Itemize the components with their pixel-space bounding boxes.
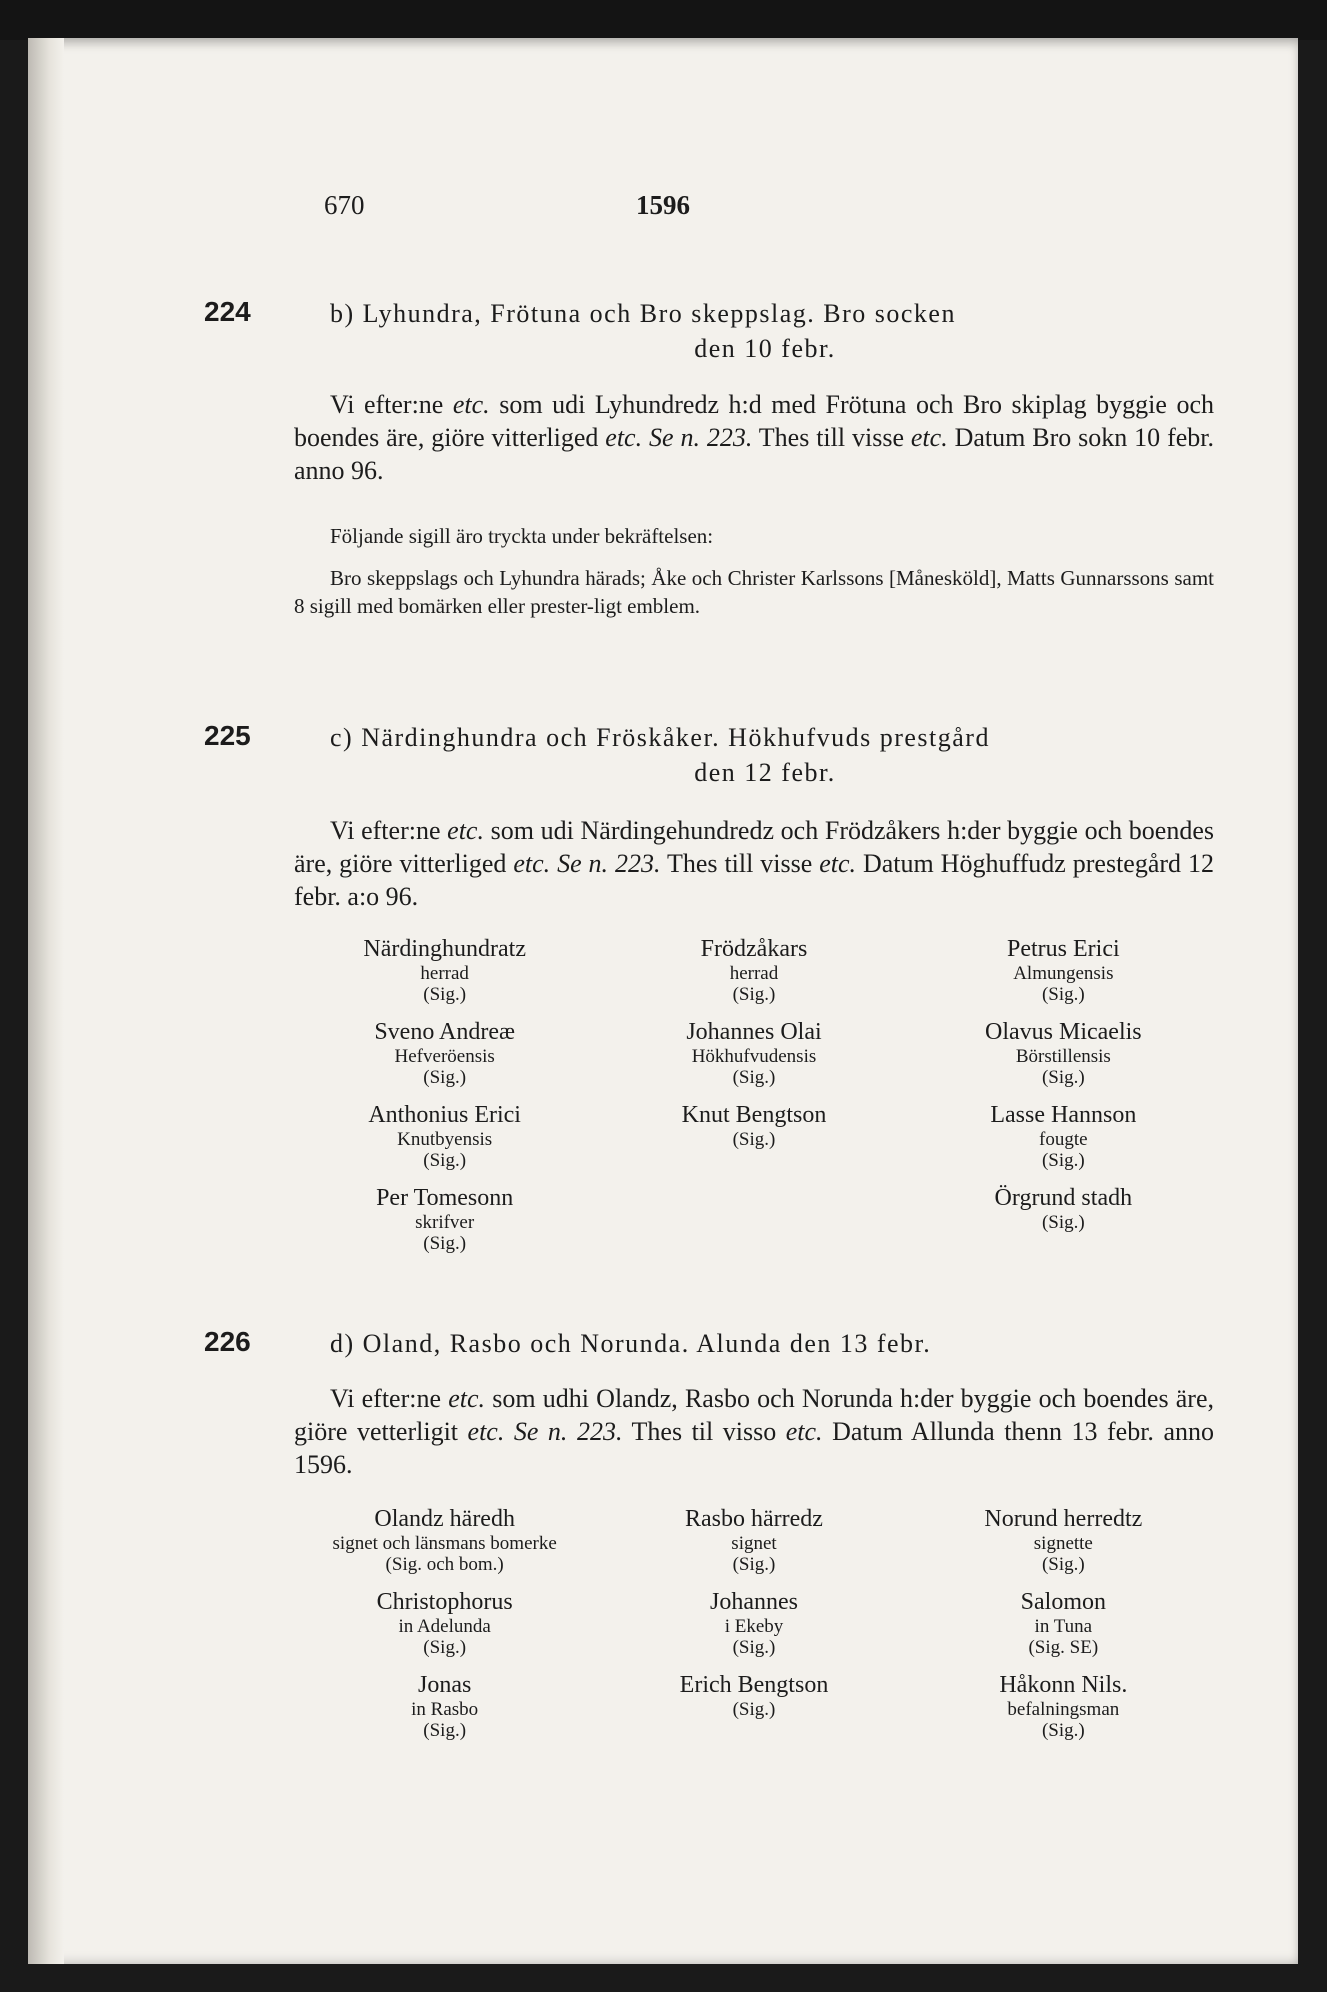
signatory (913, 1672, 1214, 1741)
signatory (603, 1589, 904, 1658)
seal-mark: (Sig.) (423, 984, 467, 1005)
body-text: som udhi Olandz, Rasbo och Norunda h:der byggie och boendes äre, giöre vetterligit (294, 1384, 1214, 1446)
document-number: 226 (204, 1326, 251, 1357)
signatory (913, 1102, 1214, 1171)
signatory (294, 936, 595, 1005)
signatory-name: Knut Bengtson (681, 1102, 827, 1128)
body-etc: etc. (605, 423, 643, 452)
body-etc: etc. (452, 390, 490, 419)
signatory-description: i Ekeby (724, 1616, 784, 1637)
signatory-description: signette (1033, 1533, 1093, 1554)
body-text: Datum Allunda thenn 13 febr. anno 1596. (294, 1417, 1214, 1479)
body-etc: etc. (910, 423, 948, 452)
note-text: Bro skeppslags och Lyhundra härads; Åke och Christer Karlssons [Månesköld], Matts Gunnarssons samt 8 sigill med bomärken eller prester-ligt emblem. (294, 566, 1214, 618)
signatory (294, 1185, 595, 1254)
seal-mark: (Sig.) (1041, 1150, 1085, 1171)
signatory-description: herrad (420, 963, 469, 984)
signatory-description: herrad (729, 963, 779, 984)
seal-mark: (Sig.) (732, 1067, 776, 1088)
body-text: Datum Bro sokn 10 febr. anno 96. (294, 423, 1214, 485)
document-body (294, 1382, 1214, 1481)
signatory-name: Norund herredtz (984, 1506, 1143, 1532)
document-body (294, 388, 1214, 487)
body-text: Vi efter:ne (330, 816, 448, 845)
signatory (913, 1506, 1214, 1575)
signatory-description: in Adelunda (398, 1616, 491, 1637)
signatory-name: Jonas (417, 1672, 472, 1698)
signatory-name: Salomon (1020, 1589, 1106, 1615)
signatory-name: Erich Bengtson (679, 1672, 829, 1698)
signatory-description: fougte (1039, 1129, 1088, 1150)
signatory-name: Per Tomesonn (376, 1185, 514, 1211)
signatory-description: Hökhufvudensis (691, 1046, 817, 1067)
body-text: Vi efter:ne (330, 1384, 449, 1413)
seal-mark: (Sig. SE) (1028, 1637, 1099, 1658)
signatory-description: signet (731, 1533, 777, 1554)
signatory (913, 1589, 1214, 1658)
signatory-name: Petrus Erici (1007, 936, 1120, 962)
body-reference: Se n. 223. (642, 423, 753, 452)
signatory (294, 1019, 595, 1088)
title-line-1: b) Lyhundra, Frötuna och Bro skeppslag. Bro socken (330, 299, 956, 328)
signatory-name: Håkonn Nils. (999, 1672, 1128, 1698)
signatory-name: Frödzåkars (700, 936, 808, 962)
signatory (913, 1185, 1214, 1254)
signatory (603, 1019, 904, 1088)
editorial-note (294, 522, 1214, 634)
seal-mark: (Sig. och bom.) (385, 1554, 504, 1575)
running-head-year: 1596 (636, 190, 690, 220)
document-title (330, 1326, 1200, 1361)
signatory-description: Börstillensis (1015, 1046, 1111, 1067)
body-text: Datum Höghuffudz prestegård 12 febr. a:o 96. (294, 849, 1214, 911)
body-etc: etc. (513, 849, 551, 878)
signatory-name: Lasse Hannson (990, 1102, 1137, 1128)
seal-mark: (Sig.) (423, 1150, 467, 1171)
seal-mark: (Sig.) (732, 1554, 776, 1575)
signatory-name: Johannes Olai (686, 1019, 822, 1045)
body-text: Thes till visse (660, 849, 820, 878)
body-etc: etc. (467, 1417, 505, 1446)
title-line-2: den 12 febr. (694, 758, 836, 787)
signatory-name: Anthonius Erici (368, 1102, 521, 1128)
title-line-1: c) Närdinghundra och Fröskåker. Hökhufvuds prestgård (330, 723, 990, 752)
signatory-description: Almungensis (1013, 963, 1114, 984)
seal-mark: (Sig.) (732, 1637, 776, 1658)
title-line-1: d) Oland, Rasbo och Norunda. Alunda den 13 febr. (330, 1329, 932, 1358)
seal-mark: (Sig.) (732, 1699, 776, 1720)
document-title (330, 296, 1200, 366)
signatory-description: in Tuna (1034, 1616, 1093, 1637)
signatory (603, 936, 904, 1005)
signatory-name: Johannes (710, 1589, 798, 1615)
body-text: Vi efter:ne (330, 390, 453, 419)
seal-mark: (Sig.) (1041, 1554, 1085, 1575)
scan-border (0, 0, 1327, 40)
signatory-name: Örgrund stadh (994, 1185, 1133, 1211)
body-reference: Se n. 223. (504, 1417, 623, 1446)
seal-mark: (Sig.) (1041, 1720, 1085, 1741)
seal-mark: (Sig.) (423, 1637, 467, 1658)
body-text: Thes til visso (622, 1417, 786, 1446)
signatory-description: in Rasbo (411, 1699, 479, 1720)
signatory (294, 1506, 595, 1575)
signatory-description: Knutbyensis (397, 1129, 493, 1150)
document-number: 224 (204, 296, 251, 327)
body-etc: etc. (819, 849, 857, 878)
signatory-name: Närdinghundratz (363, 936, 526, 962)
signatory (913, 936, 1214, 1005)
signature-block (294, 1506, 1214, 1741)
seal-mark: (Sig.) (423, 1720, 467, 1741)
book-page (28, 38, 1298, 1964)
signatory (603, 1506, 904, 1575)
signatory-name: Rasbo härredz (685, 1506, 823, 1532)
signatory (603, 1102, 904, 1171)
page-content (28, 38, 1298, 1964)
signatory (294, 1589, 595, 1658)
seal-mark: (Sig.) (1041, 984, 1085, 1005)
signatory (294, 1102, 595, 1171)
body-reference: Se n. 223. (550, 849, 661, 878)
seal-mark: (Sig.) (732, 1129, 776, 1150)
seal-mark: (Sig.) (1041, 1067, 1085, 1088)
signatory-name: Christophorus (376, 1589, 513, 1615)
signatory (603, 1672, 904, 1741)
body-text: Thes till visse (752, 423, 911, 452)
seal-mark: (Sig.) (423, 1233, 467, 1254)
document-number: 225 (204, 720, 251, 751)
seal-mark: (Sig.) (423, 1067, 467, 1088)
signatory-description: signet och länsmans bomerke (332, 1533, 557, 1554)
document-title (330, 720, 1200, 790)
title-line-2: den 10 febr. (694, 334, 836, 363)
seal-mark: (Sig.) (732, 984, 776, 1005)
signatory-description: skrifver (415, 1212, 475, 1233)
signatory-name: Olavus Micaelis (985, 1019, 1142, 1045)
signatory (294, 1672, 595, 1741)
note-lead: Följande sigill äro tryckta under bekräftelsen: (330, 524, 714, 548)
body-text: som udi Lyhundredz h:d med Frötuna och Bro skiplag byggie och boendes äre, giöre vitterliged (294, 390, 1214, 452)
body-etc: etc. (785, 1417, 823, 1446)
body-etc: etc. (448, 1384, 486, 1413)
signatory (913, 1019, 1214, 1088)
signatory-name: Olandz häredh (374, 1506, 515, 1532)
seal-mark: (Sig.) (1041, 1212, 1085, 1233)
page-number: 670 (324, 190, 365, 220)
signatory-name: Sveno Andreæ (374, 1019, 515, 1045)
signature-block (294, 936, 1214, 1254)
document-body (294, 814, 1214, 913)
signatory-description: Hefveröensis (394, 1046, 495, 1067)
body-etc: etc. (447, 816, 484, 845)
signatory-description: befalningsman (1007, 1699, 1120, 1720)
body-text: som udi Närdingehundredz och Frödzåkers h:der byggie och boendes äre, giöre vitterliged (294, 816, 1214, 878)
